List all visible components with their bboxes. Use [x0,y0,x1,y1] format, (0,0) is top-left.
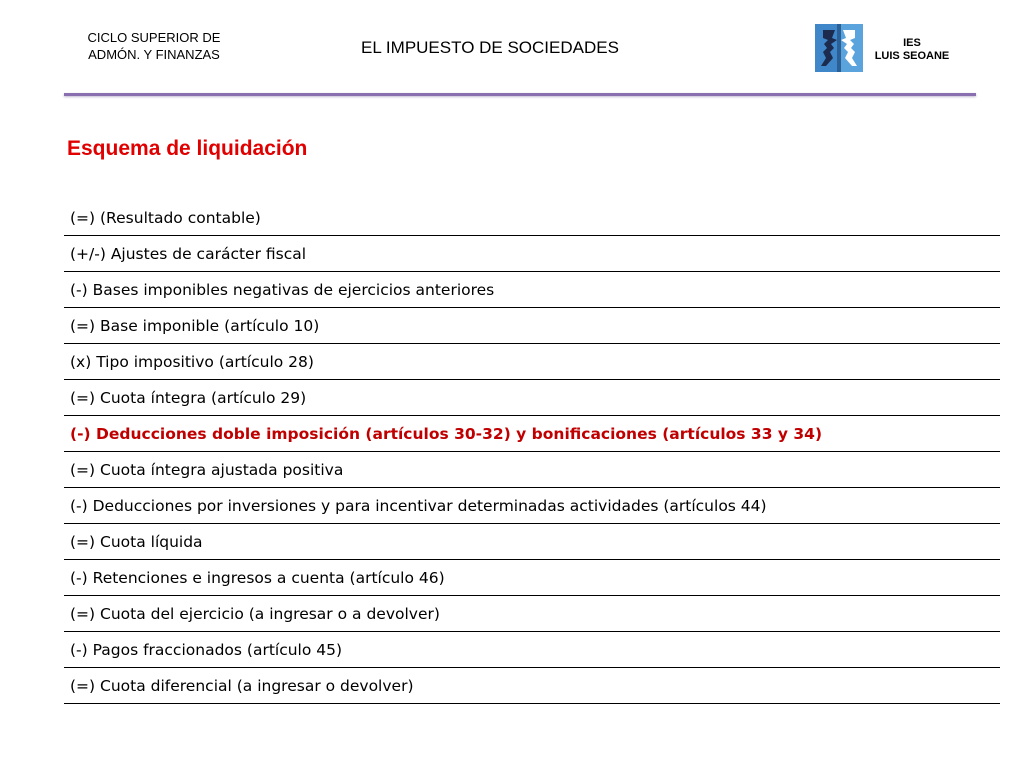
school-name [864,37,960,63]
scheme-row-highlighted: (-) Deducciones doble imposición (artículos 30-32) y bonificaciones (artículos 33 y 34) [64,416,1000,452]
school-name-line2: LUIS SEOANE [874,50,950,62]
course-label-line2: ADMÓN. Y FINANZAS [88,47,220,62]
scheme-row: (=) Cuota íntegra ajustada positiva [64,452,1000,488]
scheme-row: (=) Cuota íntegra (artículo 29) [64,380,1000,416]
scheme-row: (-) Pagos fraccionados (artículo 45) [64,632,1000,668]
scheme-row: (-) Bases imponibles negativas de ejercicios anteriores [64,272,1000,308]
header-divider [64,93,976,96]
scheme-row: (=) Base imponible (artículo 10) [64,308,1000,344]
course-label [68,29,240,63]
school-name-line1: IES [903,37,921,49]
school-logo-icon [815,24,863,72]
scheme-row: (-) Deducciones por inversiones y para incentivar determinadas actividades (artículos 44) [64,488,1000,524]
scheme-row: (-) Retenciones e ingresos a cuenta (artículo 46) [64,560,1000,596]
liquidation-scheme-list [64,200,1000,704]
scheme-row: (x) Tipo impositivo (artículo 28) [64,344,1000,380]
scheme-row: (=) Cuota del ejercicio (a ingresar o a devolver) [64,596,1000,632]
section-heading: Esquema de liquidación [67,137,308,160]
scheme-row: (=) Cuota líquida [64,524,1000,560]
scheme-row: (=) Cuota diferencial (a ingresar o devolver) [64,668,1000,704]
scheme-row: (+/-) Ajustes de carácter fiscal [64,236,1000,272]
course-label-line1: CICLO SUPERIOR DE [87,30,221,45]
scheme-row: (=) (Resultado contable) [64,200,1000,236]
slide-title: EL IMPUESTO DE SOCIEDADES [361,38,619,57]
